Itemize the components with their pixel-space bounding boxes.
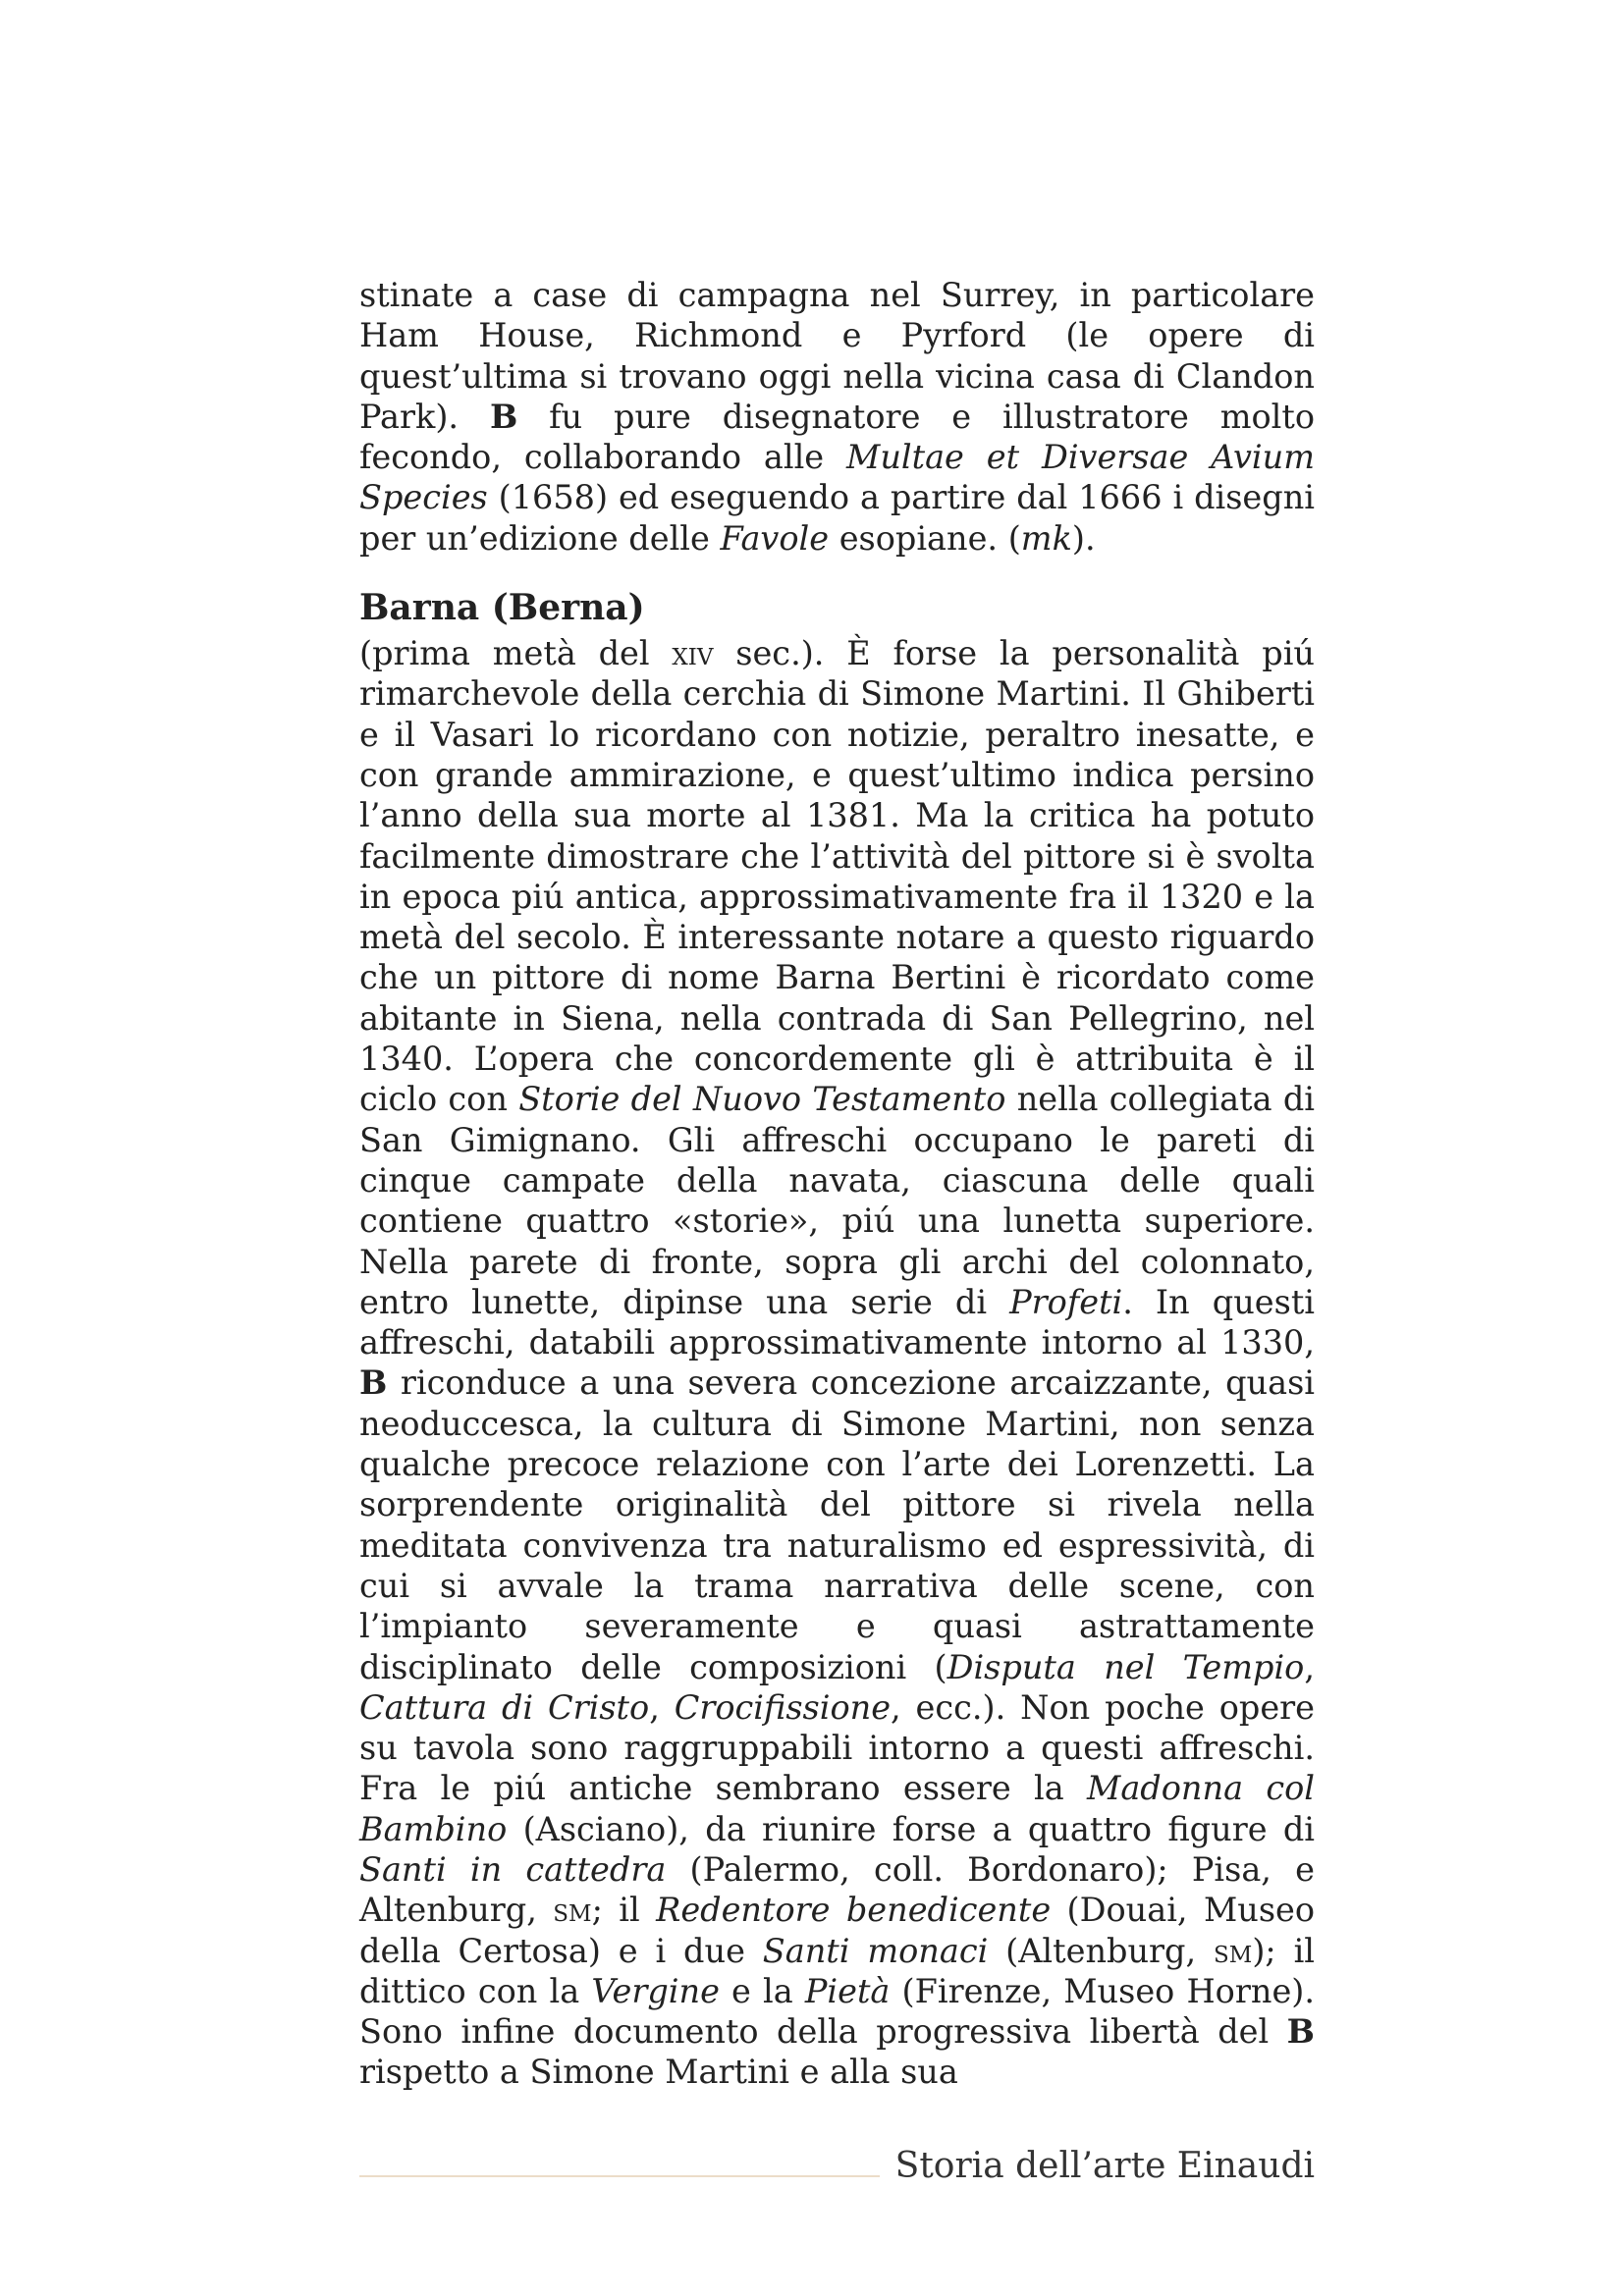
entry-body-paragraph: (prima metà del xiv sec.). È forse la personalità piú rimarchevole della cerchia di Simone Martini. Il Ghiberti e il Vasari lo ricordano con notizie, peraltro inesatte, e con grande ammirazione, e quest’ultimo indica persino l’anno della sua morte al 1381. Ma la critica ha potuto facilmente dimostrare che l’attività del pittore si è svolta in epoca piú antica, approssimativamente fra il 1320 e la metà del secolo. È interessante notare a questo riguardo che un pittore di nome Barna Bertini è ricordato come abitante in Siena, nella contrada di San Pellegrino, nel 1340. L’opera che concordemente gli è attribuita è il ciclo con Storie del Nuovo Testamento nella collegiata di San Gimignano. Gli affreschi occupano le pareti di cinque campate della navata, ciascuna delle quali contiene quattro «storie», piú una lunetta superiore. Nella parete di fronte, sopra gli archi del colonnato, entro lunette, dipinse una serie di Profeti. In questi affreschi, databili approssimativamente intorno al 1330, B riconduce a una severa concezione arcaizzante, quasi neoduccesca, la cultura di Simone Martini, non senza qualche precoce relazione con l’arte dei Lorenzetti. La sorprendente originalità del pittore si rivela nella meditata convivenza tra naturalismo ed espressività, di cui si avvale la trama narrativa delle scene, con l’impianto severamente e quasi astrattamente disciplinato delle composizioni (Disputa nel Tempio, Cattura di Cristo, Crocifissione, ecc.). Non poche opere su tavola sono raggruppabili intorno a questi affreschi. Fra le piú antiche sembrano essere la Madonna col Bambino (Asciano), da riunire forse a quattro figure di Santi in cattedra (Palermo, coll. Bordonaro); Pisa, e Altenburg, sm; il Redentore benedicente (Douai, Museo della Certosa) e i due Santi monaci (Altenburg, sm); il dittico con la Vergine e la Pietà (Firenze, Museo Horne). Sono infine documento della progressiva libertà del B rispetto a Simone Martini e alla sua <box>359 634 1316 2092</box>
footer-rule <box>359 2175 880 2177</box>
work-title: Vergine <box>591 1971 720 2010</box>
century-numeral: xiv <box>672 634 714 673</box>
work-title: Madonna col Bambino <box>359 1769 1315 1848</box>
work-title: Favole <box>720 518 830 558</box>
entry-heading: Barna (Berna) <box>359 587 645 629</box>
work-title: Disputa nel Tempio <box>947 1647 1305 1686</box>
author-initials: mk <box>1020 518 1072 558</box>
work-title: Santi in cattedra <box>359 1849 667 1889</box>
entry-abbrev: B <box>489 397 518 436</box>
work-title: Storie del Nuovo Testamento <box>518 1080 1006 1119</box>
work-title: Crocifissione <box>674 1687 892 1727</box>
work-title: Cattura di Cristo <box>359 1687 650 1727</box>
work-title: Redentore benedicente <box>656 1891 1052 1930</box>
work-title: Profeti <box>1009 1282 1123 1321</box>
work-title: Santi monaci <box>762 1931 989 1970</box>
footer-title: Storia dell’arte Einaudi <box>894 2146 1315 2186</box>
entry-abbrev: B <box>359 1363 388 1403</box>
entry-abbrev: B <box>1286 2012 1315 2052</box>
work-title: Pietà <box>804 1971 891 2010</box>
museum-abbrev: sm <box>553 1891 592 1930</box>
museum-abbrev: sm <box>1214 1931 1253 1970</box>
work-title: Multae et Diversae Avium Species <box>359 438 1315 517</box>
entry-continuation-paragraph: stinate a case di campagna nel Surrey, in particolare Ham House, Richmond e Pyrford (le opere di quest’ultima si trovano oggi nella vicina casa di Clandon Park). B fu pure disegnatore e illustratore molto fecondo, collaborando alle Multae et Diversae Avium Species (1658) ed eseguendo a partire dal 1666 i disegni per un’edizione delle Favole esopiane. (mk). <box>359 276 1315 558</box>
text-column <box>359 275 1315 2093</box>
